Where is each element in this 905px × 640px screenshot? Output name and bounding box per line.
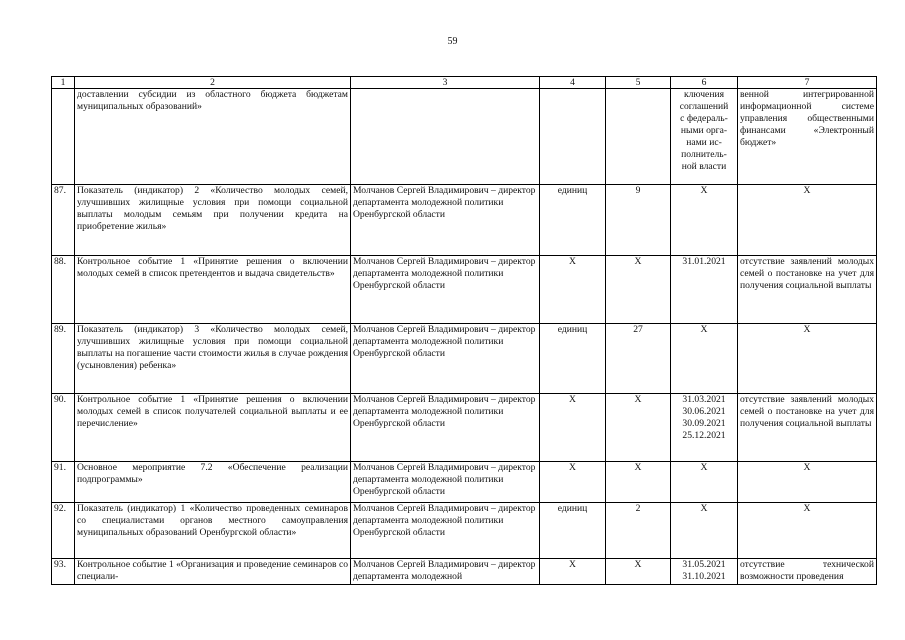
row-deadline: [671, 503, 738, 559]
deadline-line: 30.06.2021: [682, 406, 726, 417]
row-name: Контрольное событие 1 «Принятие решения о включении молодых семей в список претендентов и выдача свидетельств»: [75, 256, 351, 324]
row-number: 87.: [52, 185, 75, 256]
row-unit: единиц: [540, 185, 606, 256]
table-row: [52, 503, 877, 559]
row-value: X: [606, 256, 671, 324]
deadline-line: полнитель-: [681, 149, 727, 160]
header-col-1: 1: [52, 77, 75, 89]
row-number: [52, 89, 75, 185]
row-risk: отсутствие технической возможности проведения: [738, 559, 877, 585]
row-responsible: Молчанов Сергей Владимирович – директор департамента молодежной: [351, 559, 540, 585]
row-risk: отсутствие заявлений молодых семей о постановке на учет для получения социальной выплаты: [738, 394, 877, 462]
row-number: 92.: [52, 503, 75, 559]
header-row: [52, 77, 877, 89]
row-deadline: [671, 256, 738, 324]
row-deadline: [671, 324, 738, 394]
row-value: X: [606, 462, 671, 503]
row-responsible: Молчанов Сергей Владимирович – директор департамента молодежной политики Оренбургской области: [351, 185, 540, 256]
row-unit: X: [540, 559, 606, 585]
table-row: [52, 256, 877, 324]
deadline-line: 31.01.2021: [682, 256, 726, 267]
header-col-2: 2: [75, 77, 351, 89]
row-unit: единиц: [540, 324, 606, 394]
deadline-line: X: [700, 324, 708, 335]
row-responsible: Молчанов Сергей Владимирович – директор департамента молодежной политики Оренбургской области: [351, 503, 540, 559]
header-col-4: 4: [540, 77, 606, 89]
row-unit: X: [540, 462, 606, 503]
row-number: 91.: [52, 462, 75, 503]
row-responsible: Молчанов Сергей Владимирович – директор департамента молодежной политики Оренбургской области: [351, 462, 540, 503]
row-deadline: [671, 559, 738, 585]
row-number: 89.: [52, 324, 75, 394]
table-row: [52, 185, 877, 256]
row-responsible: Молчанов Сергей Владимирович – директор департамента молодежной политики Оренбургской области: [351, 324, 540, 394]
row-unit: X: [540, 256, 606, 324]
row-deadline: [671, 89, 738, 185]
row-name: Показатель (индикатор) 1 «Количество проведенных семинаров со специалистами органов местного самоуправления муниципальных образований Оренбургской области»: [75, 503, 351, 559]
row-name: Показатель (индикатор) 3 «Количество молодых семей, улучшивших жилищные условия при помощи социальной выплаты на погашение части стоимости жилья в случае рождения (усыновления) ребенка»: [75, 324, 351, 394]
row-name: Основное мероприятие 7.2 «Обеспечение реализации подпрограммы»: [75, 462, 351, 503]
row-number: 93.: [52, 559, 75, 585]
deadline-line: 31.10.2021: [682, 571, 726, 582]
row-risk: X: [738, 462, 877, 503]
row-name: Контрольное событие 1 «Принятие решения о включении молодых семей в список получателей социальной выплаты и ее перечисление»: [75, 394, 351, 462]
row-risk: X: [738, 324, 877, 394]
row-value: X: [606, 559, 671, 585]
row-risk: венной интегрированной информационной системе управления общественными финансами «Электронный бюджет»: [738, 89, 877, 185]
row-deadline: [671, 394, 738, 462]
row-value: [606, 89, 671, 185]
deadline-line: 31.03.2021: [682, 394, 726, 405]
page-number: 59: [447, 36, 458, 47]
row-deadline: [671, 185, 738, 256]
deadline-line: 25.12.2021: [682, 430, 726, 441]
row-unit: X: [540, 394, 606, 462]
header-col-7: 7: [738, 77, 877, 89]
deadline-line: ными орга-: [680, 125, 728, 136]
row-value: X: [606, 394, 671, 462]
row-responsible: Молчанов Сергей Владимирович – директор департамента молодежной политики Оренбургской области: [351, 256, 540, 324]
table-row: [52, 394, 877, 462]
row-value: 27: [606, 324, 671, 394]
plan-table: [51, 76, 877, 585]
deadline-line: ключения: [683, 89, 724, 100]
deadline-line: 31.05.2021: [682, 559, 726, 570]
row-unit: единиц: [540, 503, 606, 559]
row-name: Показатель (индикатор) 2 «Количество молодых семей, улучшивших жилищные условия при помощи социальной выплаты молодым семьям при получении кредита на приобретение жилья»: [75, 185, 351, 256]
row-deadline: [671, 462, 738, 503]
row-risk: X: [738, 503, 877, 559]
row-number: 90.: [52, 394, 75, 462]
row-responsible: [351, 89, 540, 185]
deadline-line: X: [700, 462, 708, 473]
header-col-3: 3: [351, 77, 540, 89]
row-risk: X: [738, 185, 877, 256]
row-responsible: Молчанов Сергей Владимирович – директор департамента молодежной политики Оренбургской области: [351, 394, 540, 462]
table-row: [52, 89, 877, 185]
deadline-line: с федераль-: [680, 113, 728, 124]
row-unit: [540, 89, 606, 185]
deadline-line: X: [700, 185, 708, 196]
deadline-line: 30.09.2021: [682, 418, 726, 429]
deadline-line: соглашений: [679, 101, 729, 112]
header-col-6: 6: [671, 77, 738, 89]
table-row: [52, 462, 877, 503]
table-row: [52, 559, 877, 585]
header-col-5: 5: [606, 77, 671, 89]
row-value: 2: [606, 503, 671, 559]
deadline-line: X: [700, 503, 708, 514]
table-row: [52, 324, 877, 394]
row-name: Контрольное событие 1 «Организация и проведение семинаров со специали-: [75, 559, 351, 585]
row-risk: отсутствие заявлений молодых семей о постановке на учет для получения социальной выплаты: [738, 256, 877, 324]
row-name: доставлении субсидии из областного бюджета бюджетам муниципальных образований»: [75, 89, 351, 185]
row-value: 9: [606, 185, 671, 256]
deadline-line: ной власти: [681, 161, 727, 172]
row-number: 88.: [52, 256, 75, 324]
deadline-line: нами ис-: [686, 137, 722, 148]
